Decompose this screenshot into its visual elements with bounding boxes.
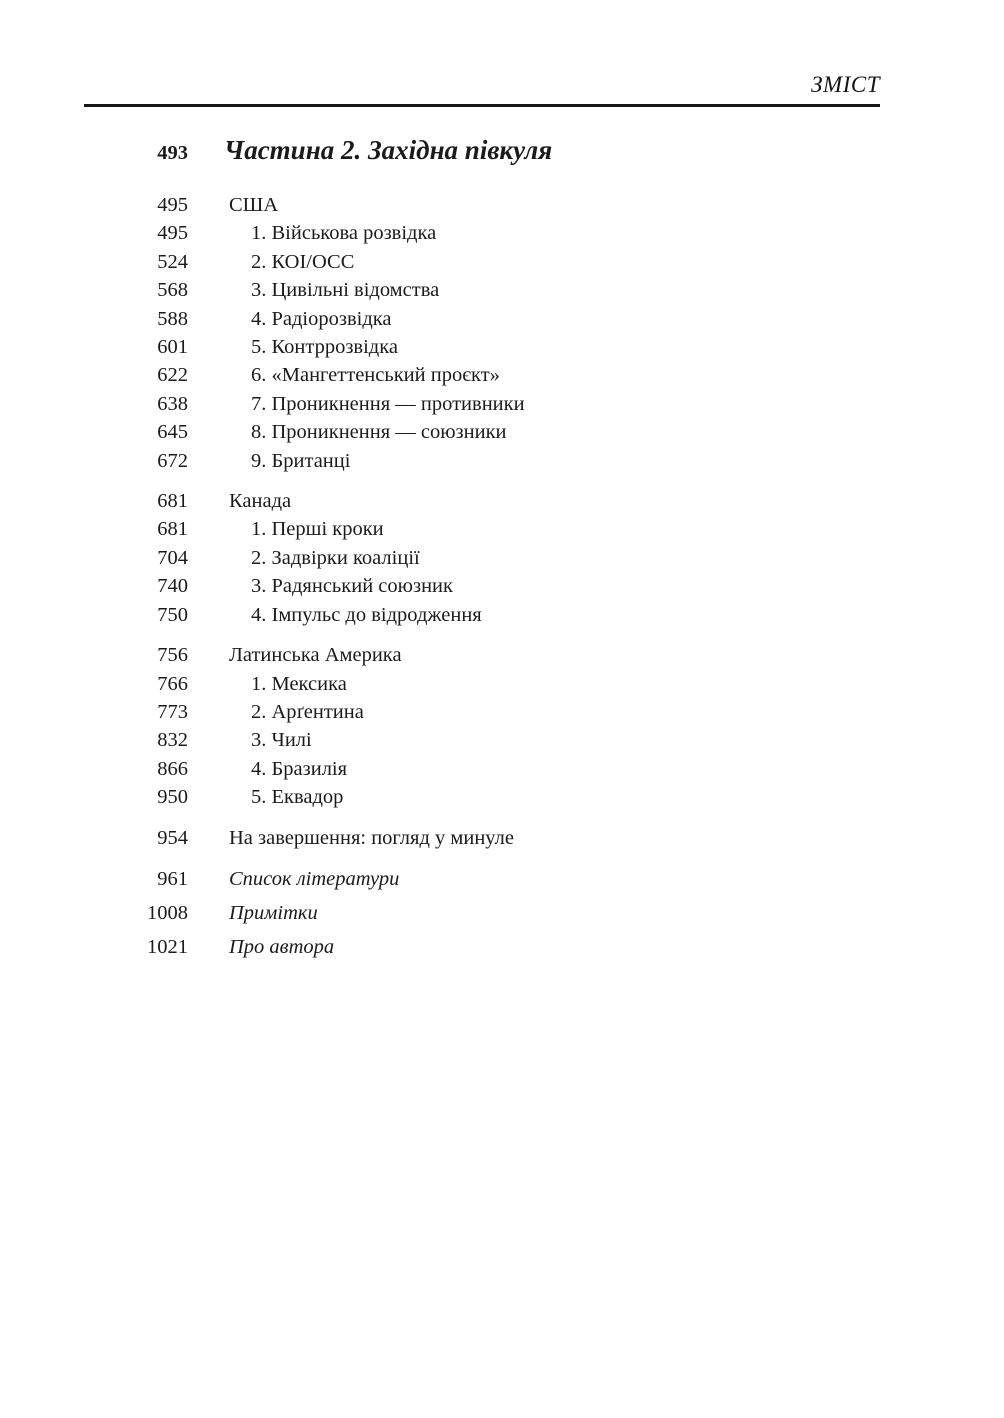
- toc-group-closing: [88, 824, 908, 852]
- toc-entry-title: 1. Мексика: [251, 672, 347, 695]
- toc-row: [88, 390, 908, 418]
- toc-entry-title: 2. Задвірки коаліції: [251, 546, 420, 569]
- running-header: [84, 72, 880, 98]
- toc-groups: [88, 191, 908, 964]
- toc-entry-title: 1. Військова розвідка: [251, 222, 437, 245]
- toc-row: [88, 361, 908, 389]
- toc-row: [88, 783, 908, 811]
- toc-row: [88, 447, 908, 475]
- toc-page-number: 638: [157, 392, 188, 415]
- toc-part-row: [88, 132, 908, 171]
- toc-page-number: 766: [157, 672, 188, 695]
- toc-part-title: Частина 2. Західна півкуля: [224, 135, 553, 165]
- toc-row: [88, 276, 908, 304]
- toc-page-number: 773: [157, 700, 188, 723]
- toc-entry-title: США: [229, 194, 279, 216]
- toc-page-number: 645: [157, 421, 188, 444]
- toc-entry-title: 5. Еквадор: [251, 786, 344, 809]
- toc-row: [88, 670, 908, 698]
- toc-page-number: 1021: [147, 935, 188, 958]
- toc-entry-title: 6. «Мангеттенський проєкт»: [251, 364, 500, 387]
- toc-entry-title: 1. Перші кроки: [251, 518, 384, 541]
- header-rule: [84, 104, 880, 107]
- page-header-title: ЗМІСТ: [811, 72, 880, 97]
- toc-entry-title: Список літератури: [229, 867, 400, 890]
- toc-page-number: 756: [157, 644, 188, 667]
- toc-entry-title: Примітки: [229, 901, 318, 924]
- toc-page-number: 681: [157, 490, 188, 513]
- toc-group-backmatter: [88, 862, 908, 964]
- toc-entry-title: 9. Британці: [251, 449, 351, 472]
- toc-row: [88, 544, 908, 572]
- toc: [88, 132, 908, 976]
- toc-entry-title: 5. Контррозвідка: [251, 336, 398, 359]
- toc-entry-title: 7. Проникнення — противники: [251, 392, 525, 415]
- toc-entry-title: 2. КОІ/ОСС: [251, 250, 355, 273]
- toc-row: [88, 572, 908, 600]
- toc-page-number: 622: [157, 364, 188, 387]
- toc-page-number: 672: [157, 449, 188, 472]
- toc-entry-title: 8. Проникнення — союзники: [251, 421, 507, 444]
- toc-page-number: 704: [157, 546, 188, 569]
- toc-row: [88, 601, 908, 629]
- toc-group-canada: [88, 487, 908, 629]
- toc-row: [88, 824, 908, 852]
- toc-entry-title: Про автора: [229, 935, 335, 958]
- toc-row: [88, 896, 908, 930]
- toc-entry-title: 3. Радянський союзник: [251, 575, 453, 598]
- toc-row: [88, 515, 908, 543]
- toc-group-usa: [88, 191, 908, 475]
- toc-page-number: 495: [157, 194, 188, 216]
- toc-row: [88, 862, 908, 896]
- toc-entry-title: 4. Радіорозвідка: [251, 307, 392, 330]
- toc-page-number: 832: [157, 729, 188, 752]
- toc-entry-title: На завершення: погляд у минуле: [229, 826, 514, 849]
- toc-entry-title: 3. Цивільні відомства: [251, 279, 440, 302]
- toc-page-number: 524: [157, 250, 188, 273]
- toc-group-latin-america: [88, 641, 908, 811]
- toc-row: [88, 755, 908, 783]
- toc-page-number: 750: [157, 603, 188, 626]
- toc-page-number: 588: [157, 307, 188, 330]
- toc-row: [88, 219, 908, 247]
- toc-entry-title: 4. Бразилія: [251, 757, 348, 780]
- toc-page-number: 681: [157, 518, 188, 541]
- toc-row: [88, 726, 908, 754]
- toc-entry-title: Латинська Америка: [229, 644, 402, 667]
- toc-row: [88, 418, 908, 446]
- toc-row: [88, 487, 908, 515]
- toc-page-number: 740: [157, 575, 188, 598]
- toc-page-number: 866: [157, 757, 188, 780]
- toc-entry-title: 4. Імпульс до відродження: [251, 603, 482, 626]
- toc-page-number: 495: [157, 222, 188, 245]
- toc-row: [88, 641, 908, 669]
- toc-entry-title: Канада: [229, 490, 292, 513]
- toc-row: [88, 930, 908, 964]
- toc-row: [88, 333, 908, 361]
- toc-entry-title: 3. Чилі: [251, 729, 312, 752]
- toc-row: [88, 698, 908, 726]
- toc-entry-title: 2. Арґентина: [251, 700, 364, 723]
- toc-row: [88, 248, 908, 276]
- toc-page-number: 601: [157, 336, 188, 359]
- toc-page-number: 493: [157, 142, 188, 164]
- toc-page-number: 1008: [147, 901, 188, 924]
- toc-page-number: 568: [157, 279, 188, 302]
- toc-row: [88, 191, 908, 219]
- toc-page-number: 961: [157, 867, 188, 890]
- toc-page-number: 954: [157, 826, 188, 849]
- toc-page-number: 950: [157, 786, 188, 809]
- toc-row: [88, 305, 908, 333]
